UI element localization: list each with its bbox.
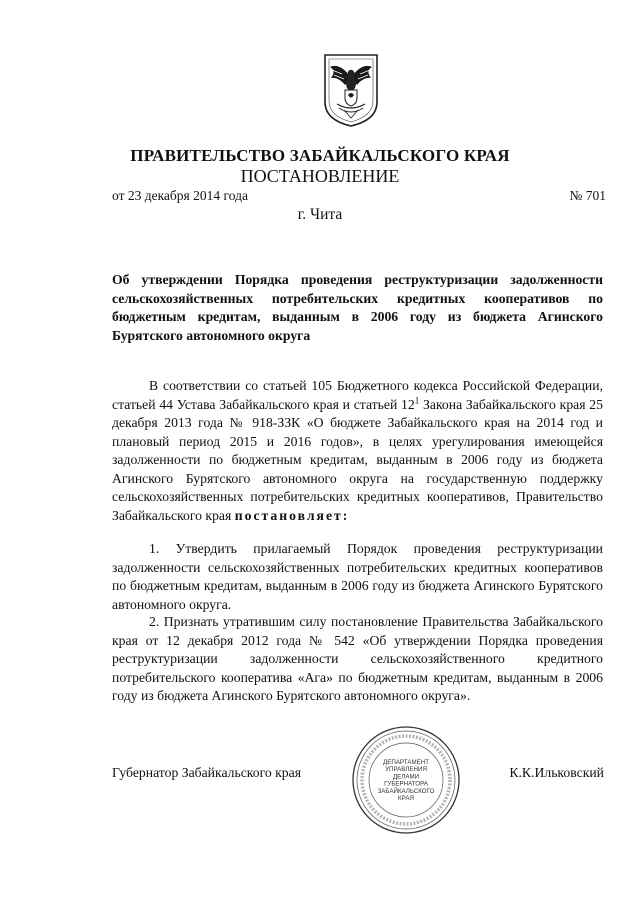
resolves-word: постановляет: bbox=[234, 507, 350, 523]
resolution-item-1: 1. Утвердить прилагаемый Порядок проведения реструктуризации задолженности сельскохозяйственных потребительских кредитных кооперативов по бюджетным кредитам, выданным в 2006 году из бюджета Агинского Бурятского автономного округа. bbox=[112, 541, 603, 612]
document-type: ПОСТАНОВЛЕНИЕ bbox=[240, 166, 400, 186]
seal-text-line: ГУБЕРНАТОРА bbox=[384, 780, 428, 788]
signatory-role: Губернатор Забайкальского края bbox=[112, 765, 301, 780]
document-number: № 701 bbox=[569, 188, 606, 203]
signatory-name: К.К.Ильковский bbox=[509, 765, 604, 780]
document-date: от 23 декабря 2014 года bbox=[112, 188, 248, 203]
preamble-superscript: 1 bbox=[414, 394, 420, 405]
seal-text-line: ЗАБАЙКАЛЬСКОГО bbox=[377, 787, 435, 795]
official-stamp bbox=[350, 724, 462, 836]
preamble-text-part2: Закона Забайкальского края 25 декабря 2013 года № 918-ЗЗК «О бюджете Забайкальского края на 2014 год и плановый период 2015 и 2016 годов», в целях урегулирования имеющейся задолженности по бюджетным кредитам, выданным в 2006 году из бюджета Агинского Бурятского автономного округа на государственную поддержку сельскохозяйственных потребительских кредитных кооперативов, Правительство Забайкальского края bbox=[112, 396, 603, 523]
seal-text-line: ДЕПАРТАМЕНТ bbox=[383, 759, 429, 766]
city-name: г. Чита bbox=[297, 206, 343, 223]
government-title: ПРАВИТЕЛЬСТВО ЗАБАЙКАЛЬСКОГО КРАЯ bbox=[130, 146, 510, 165]
seal-text-line: КРАЯ bbox=[398, 795, 414, 802]
document-subject: Об утверждении Порядка проведения реструктуризации задолженности сельскохозяйственных потребительских кредитных кооперативов по бюджетным кредитам, выданным в 2006 году из бюджета Агинского Бурятского автономного округа bbox=[112, 272, 603, 343]
preamble-text-part1: В соответствии со статьей 105 Бюджетного кодекса Российской Федерации, статьей 44 Устава Забайкальского края и статьей 12 bbox=[112, 378, 603, 412]
preamble-paragraph bbox=[112, 377, 603, 525]
seal-text-line: ДЕЛАМИ bbox=[392, 773, 420, 781]
seal-text-line: УПРАВЛЕНИЯ bbox=[385, 766, 427, 774]
coat-of-arms-icon bbox=[322, 52, 380, 128]
resolution-item-2: 2. Признать утратившим силу постановление Правительства Забайкальского края от 12 декабря 2012 года № 542 «Об утверждении Порядка проведения реструктуризации задолженности сельскохозяйственного кредитного потребительского кооператива «Ага» по бюджетным кредитам, выданным в 2006 году из бюджета Агинского Бурятского автономного округа». bbox=[112, 614, 603, 703]
